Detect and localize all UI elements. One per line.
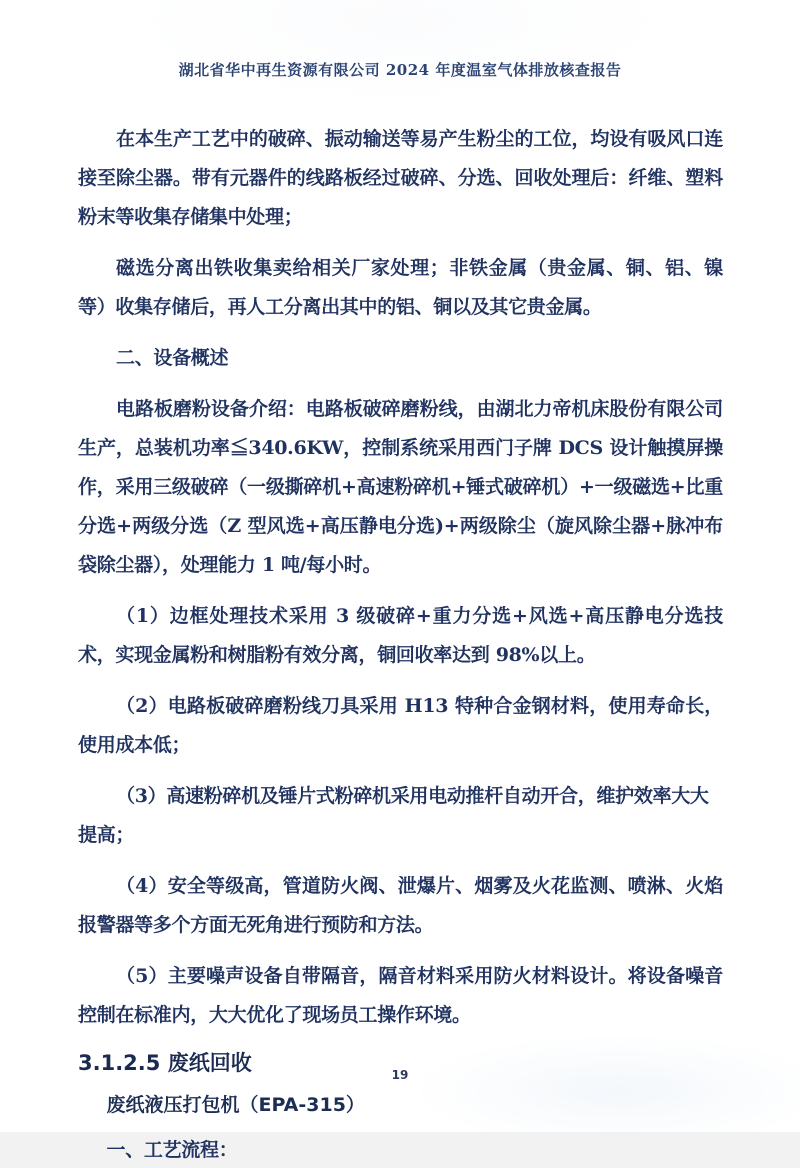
- line-waste-paper-baler-model: 废纸液压打包机（EPA-315）: [106, 1094, 365, 1116]
- paragraph-item-2-blade-material: （2）电路板破碎磨粉线刀具采用 H13 特种合金钢材料，使用寿命长，使用成本低；: [78, 695, 723, 756]
- line-process-flow-label: 一、工艺流程：: [106, 1139, 238, 1161]
- paragraph-item-4-safety-level: （4）安全等级高，管道防火阀、泄爆片、烟雾及火花监测、喷淋、火焰报警器等多个方面无死角进行预防和方法。: [78, 875, 723, 936]
- paragraph-item-1-frame-processing: （1）边框处理技术采用 3 级破碎+重力分选+风选+高压静电分选技术，实现金属粉和树脂粉有效分离，铜回收率达到 98%以上。: [78, 605, 723, 666]
- document-body: [78, 120, 723, 1168]
- running-header: 湖北省华中再生资源有限公司 2024 年度温室气体排放核查报告: [178, 61, 622, 79]
- paragraph-dust-extraction: 在本生产工艺中的破碎、振动输送等易产生粉尘的工位，均设有吸风口连接至除尘器。带有元器件的线路板经过破碎、分选、回收处理后：纤维、塑料粉末等收集存储集中处理；: [78, 128, 723, 228]
- paragraph-item-5-noise-control: （5）主要噪声设备自带隔音，隔音材料采用防火材料设计。将设备噪音控制在标准内，大大优化了现场员工操作环境。: [78, 965, 723, 1026]
- paragraph-circuit-board-line-intro: 电路板磨粉设备介绍：电路板破碎磨粉线，由湖北力帝机床股份有限公司生产，总装机功率≦340.6KW，控制系统采用西门子牌 DCS 设计触摸屏操作，采用三级破碎（一级撕碎机+高速粉碎机+锤式破碎机）+一级磁选+比重分选+两级分选（Z 型风选+高压静电分选)+两级除尘（旋风除尘器+脉冲布袋除尘器），处理能力 1 吨/每小时。: [78, 398, 723, 576]
- page-number: 19: [391, 1068, 409, 1082]
- subheading-equipment-overview: 二、设备概述: [116, 347, 229, 369]
- paragraph-magnetic-separation: 磁选分离出铁收集卖给相关厂家处理；非铁金属（贵金属、铜、铝、镍等）收集存储后，再人工分离出其中的铝、铜以及其它贵金属。: [78, 257, 723, 318]
- section-heading-3-1-2-5-waste-paper-recycling: 3.1.2.5 废纸回收: [78, 1051, 252, 1075]
- paragraph-item-3-auto-open-close: （3）高速粉碎机及锤片式粉碎机采用电动推杆自动开合，维护效率大大提高；: [78, 785, 709, 846]
